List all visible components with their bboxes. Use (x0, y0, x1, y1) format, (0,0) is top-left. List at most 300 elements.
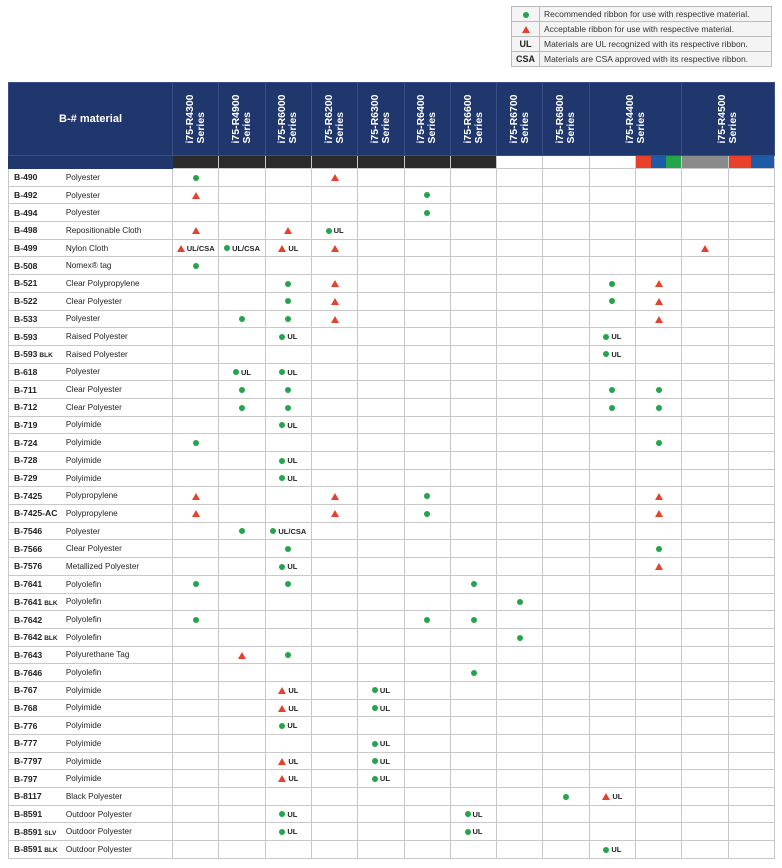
acceptable-triangle-icon (602, 793, 610, 800)
compat-cell (682, 699, 728, 717)
compat-cell (173, 770, 219, 788)
series-header (543, 83, 589, 156)
compat-cell (358, 222, 404, 240)
series-name: i75-R4500 Series (716, 94, 740, 144)
table-row (9, 770, 775, 788)
compat-cell (311, 628, 357, 646)
compat-cell (589, 328, 635, 346)
compat-cell (450, 416, 496, 434)
recommended-dot-icon (279, 564, 285, 570)
compat-cell (589, 434, 635, 452)
material-name: Polyolefin (62, 628, 173, 646)
material-name: Outdoor Polyester (62, 823, 173, 841)
certification-tag: UL (333, 226, 344, 236)
recommended-dot-icon (285, 316, 291, 322)
compat-cell (450, 222, 496, 240)
compat-cell (682, 540, 728, 558)
compat-cell (636, 805, 682, 823)
material-code (9, 575, 62, 593)
acceptable-triangle-icon (331, 298, 339, 305)
material-code (9, 487, 62, 505)
compat-cell (497, 398, 543, 416)
compat-cell (173, 823, 219, 841)
compat-cell (728, 646, 774, 664)
compat-cell (404, 310, 450, 328)
material-code-text: B-7643 (14, 649, 43, 660)
compat-cell (358, 841, 404, 859)
compat-cell (682, 575, 728, 593)
compat-cell (404, 593, 450, 611)
compat-cell (543, 186, 589, 204)
compat-cell (358, 487, 404, 505)
compat-cell (636, 239, 682, 257)
compat-cell (543, 257, 589, 275)
material-name: Outdoor Polyester (62, 805, 173, 823)
recommended-dot-icon (372, 741, 378, 747)
ribbon-color-swatch (450, 156, 496, 169)
compat-cell (311, 841, 357, 859)
acceptable-triangle-icon (655, 493, 663, 500)
acceptable-triangle-icon (278, 758, 286, 765)
compat-cell (173, 204, 219, 222)
compat-cell (682, 646, 728, 664)
compat-cell (728, 628, 774, 646)
acceptable-triangle-icon (192, 510, 200, 517)
table-row (9, 328, 775, 346)
compat-cell (728, 186, 774, 204)
acceptable-triangle-icon (701, 245, 709, 252)
material-code (9, 398, 62, 416)
recommended-dot-icon (285, 387, 291, 393)
compat-cell (728, 681, 774, 699)
compat-cell (173, 611, 219, 629)
compat-cell (728, 257, 774, 275)
legend-symbol (512, 7, 540, 22)
compat-cell (311, 805, 357, 823)
compat-cell (404, 788, 450, 806)
compat-cell (450, 204, 496, 222)
compat-cell (311, 452, 357, 470)
compat-cell (311, 699, 357, 717)
compat-cell (682, 823, 728, 841)
compat-cell (311, 664, 357, 682)
compat-cell (636, 469, 682, 487)
compat-cell (265, 540, 311, 558)
compat-cell (173, 345, 219, 363)
ribbon-color-swatch (219, 156, 265, 169)
compat-cell (543, 292, 589, 310)
compat-cell (589, 540, 635, 558)
compat-cell (497, 310, 543, 328)
table-row (9, 558, 775, 576)
compat-cell (497, 841, 543, 859)
compat-cell (636, 628, 682, 646)
material-name: Black Polyester (62, 788, 173, 806)
compat-cell (311, 717, 357, 735)
compat-cell (358, 398, 404, 416)
certification-tag: UL (288, 703, 299, 713)
compat-cell (404, 841, 450, 859)
material-name: Polyester (62, 169, 173, 187)
compat-cell (358, 735, 404, 753)
compat-cell (311, 558, 357, 576)
compat-cell (589, 505, 635, 523)
compat-cell (682, 452, 728, 470)
compat-cell (497, 239, 543, 257)
material-code-text: B-7646 (14, 667, 43, 678)
recommended-dot-icon (193, 175, 199, 181)
material-name: Outdoor Polyester (62, 841, 173, 859)
recommended-dot-icon (517, 635, 523, 641)
compat-cell (265, 328, 311, 346)
compat-cell (497, 823, 543, 841)
compat-cell (358, 681, 404, 699)
material-name: Polyimide (62, 770, 173, 788)
compat-cell (219, 681, 265, 699)
compat-cell (589, 593, 635, 611)
ribbon-color-swatch-multi (728, 156, 774, 169)
compat-cell (543, 735, 589, 753)
material-name: Polyolefin (62, 593, 173, 611)
compat-cell (265, 257, 311, 275)
compat-cell (682, 222, 728, 240)
compat-cell (358, 788, 404, 806)
recommended-dot-icon (372, 687, 378, 693)
acceptable-triangle-icon (655, 563, 663, 570)
compat-cell (728, 487, 774, 505)
compat-cell (173, 628, 219, 646)
compat-cell (636, 575, 682, 593)
compat-cell (636, 452, 682, 470)
compat-cell (682, 752, 728, 770)
material-name: Polyester (62, 363, 173, 381)
material-name: Polyimide (62, 452, 173, 470)
material-code (9, 292, 62, 310)
compat-cell (543, 398, 589, 416)
recommended-dot-icon (424, 210, 430, 216)
compat-cell (173, 328, 219, 346)
compat-cell (358, 416, 404, 434)
compat-cell (682, 788, 728, 806)
compat-cell (728, 664, 774, 682)
material-name: Polyester (62, 310, 173, 328)
material-code-text: B-767 (14, 685, 38, 696)
compat-cell (173, 664, 219, 682)
certification-tag: UL (612, 792, 623, 802)
compat-cell (450, 469, 496, 487)
compat-cell (497, 752, 543, 770)
material-code (9, 452, 62, 470)
material-column-title: B-# material (9, 83, 173, 156)
compat-cell (219, 646, 265, 664)
compat-cell (358, 257, 404, 275)
compat-cell (450, 328, 496, 346)
compat-cell (265, 487, 311, 505)
compat-cell (265, 204, 311, 222)
material-code (9, 681, 62, 699)
compat-cell (497, 540, 543, 558)
compat-cell (636, 841, 682, 859)
compat-cell (358, 646, 404, 664)
material-code (9, 345, 62, 363)
compat-cell (450, 805, 496, 823)
compat-cell (358, 239, 404, 257)
compat-cell (450, 628, 496, 646)
compat-cell (404, 345, 450, 363)
material-code-text: B-522 (14, 296, 38, 307)
compat-cell (450, 381, 496, 399)
compat-cell (543, 788, 589, 806)
material-code-text: B-712 (14, 402, 38, 413)
certification-tag: UL (379, 756, 390, 766)
compat-cell (173, 239, 219, 257)
table-row (9, 434, 775, 452)
material-name: Polyimide (62, 469, 173, 487)
compat-cell (589, 611, 635, 629)
recommended-dot-icon (285, 546, 291, 552)
compat-cell (682, 841, 728, 859)
table-row (9, 363, 775, 381)
compat-cell (404, 646, 450, 664)
compat-cell (265, 735, 311, 753)
material-code-text: B-7546 (14, 526, 43, 537)
compat-cell (219, 363, 265, 381)
compat-cell (311, 416, 357, 434)
compat-cell (450, 345, 496, 363)
material-code-text: B-492 (14, 190, 38, 201)
compat-cell (682, 292, 728, 310)
recommended-dot-icon (279, 422, 285, 428)
table-row (9, 487, 775, 505)
material-code-text: B-777 (14, 738, 38, 749)
table-row (9, 752, 775, 770)
compat-cell (543, 239, 589, 257)
material-code-text: B-499 (14, 243, 38, 254)
compat-cell (265, 398, 311, 416)
recommended-dot-icon (609, 281, 615, 287)
certification-tag: UL (611, 332, 622, 342)
compat-cell (173, 505, 219, 523)
legend-row (512, 37, 772, 52)
compat-cell (404, 628, 450, 646)
material-code-suffix: BLK (39, 352, 53, 360)
compat-cell (636, 788, 682, 806)
legend-symbol: UL (512, 37, 540, 52)
legend-table (511, 6, 772, 67)
compat-cell (682, 522, 728, 540)
compat-cell (265, 345, 311, 363)
recommended-dot-icon (465, 811, 471, 817)
compat-cell (543, 664, 589, 682)
acceptable-triangle-icon (655, 316, 663, 323)
material-name: Clear Polyester (62, 398, 173, 416)
compat-cell (450, 646, 496, 664)
series-header (497, 83, 543, 156)
compat-cell (265, 699, 311, 717)
series-name: i75-R6800 Series (554, 94, 578, 144)
compat-cell (543, 681, 589, 699)
table-row (9, 204, 775, 222)
compat-cell (311, 275, 357, 293)
compat-cell (682, 434, 728, 452)
table-row (9, 664, 775, 682)
compat-cell (219, 345, 265, 363)
compat-cell (682, 770, 728, 788)
compat-cell (450, 186, 496, 204)
recommended-dot-icon (279, 723, 285, 729)
recommended-dot-icon (424, 192, 430, 198)
recommended-dot-icon (326, 228, 332, 234)
table-row (9, 239, 775, 257)
compat-cell (173, 381, 219, 399)
compat-cell (219, 398, 265, 416)
series-name: i75-R6700 Series (507, 94, 531, 144)
compat-cell (589, 363, 635, 381)
compat-cell (589, 345, 635, 363)
recommended-dot-icon (193, 581, 199, 587)
compat-cell (728, 310, 774, 328)
material-name: Nomex® tag (62, 257, 173, 275)
compat-cell (358, 275, 404, 293)
certification-tag: UL (287, 332, 298, 342)
compat-cell (589, 522, 635, 540)
compat-cell (173, 222, 219, 240)
material-name: Polypropylene (62, 487, 173, 505)
compat-cell (497, 275, 543, 293)
compat-cell (404, 204, 450, 222)
table-row (9, 575, 775, 593)
legend-text: Recommended ribbon for use with respective material. (540, 7, 772, 22)
recommended-dot-icon (609, 405, 615, 411)
compat-cell (543, 593, 589, 611)
compat-cell (404, 505, 450, 523)
compat-cell (219, 717, 265, 735)
series-name: i75-R6200 Series (322, 94, 346, 144)
material-code-text: B-593 (14, 349, 38, 360)
compat-cell (311, 434, 357, 452)
compat-cell (404, 487, 450, 505)
material-code-text: B-768 (14, 702, 38, 713)
table-row (9, 788, 775, 806)
compat-cell (497, 381, 543, 399)
compat-cell (219, 469, 265, 487)
compat-cell (589, 752, 635, 770)
compat-cell (636, 416, 682, 434)
compat-cell (728, 522, 774, 540)
compat-cell (636, 699, 682, 717)
compat-cell (311, 788, 357, 806)
ribbon-color-swatch (589, 156, 635, 169)
recommended-dot-icon (224, 245, 230, 251)
table-row (9, 646, 775, 664)
material-code-text: B-724 (14, 437, 38, 448)
compat-cell (311, 487, 357, 505)
material-name: Clear Polyester (62, 292, 173, 310)
compat-cell (636, 646, 682, 664)
compat-cell (219, 841, 265, 859)
compat-cell (265, 469, 311, 487)
table-row (9, 522, 775, 540)
material-name: Polyolefin (62, 664, 173, 682)
material-code-suffix: BLK (44, 635, 58, 643)
compat-cell (311, 310, 357, 328)
compat-cell (265, 770, 311, 788)
compat-cell (404, 805, 450, 823)
material-name: Clear Polypropylene (62, 275, 173, 293)
compat-cell (358, 575, 404, 593)
certification-tag: UL (241, 367, 252, 377)
acceptable-triangle-icon (331, 510, 339, 517)
acceptable-triangle-icon (331, 245, 339, 252)
material-code-text: B-7642 (14, 632, 43, 643)
compat-cell (311, 398, 357, 416)
compat-cell (265, 275, 311, 293)
compat-cell (358, 717, 404, 735)
material-name: Polyester (62, 522, 173, 540)
compat-cell (265, 222, 311, 240)
compat-cell (682, 363, 728, 381)
table-row (9, 275, 775, 293)
compat-cell (728, 292, 774, 310)
compat-cell (173, 735, 219, 753)
table-row (9, 257, 775, 275)
compat-cell (450, 788, 496, 806)
compat-cell (358, 345, 404, 363)
series-header (358, 83, 404, 156)
compat-cell (589, 841, 635, 859)
compat-cell (682, 664, 728, 682)
material-code-text: B-508 (14, 260, 38, 271)
table-row (9, 381, 775, 399)
material-code (9, 611, 62, 629)
certification-tag: UL (287, 367, 298, 377)
compat-cell (311, 646, 357, 664)
material-code (9, 752, 62, 770)
table-row (9, 505, 775, 523)
material-code-text: B-490 (14, 172, 38, 183)
recommended-dot-icon (424, 511, 430, 517)
series-header (450, 83, 496, 156)
compat-cell (219, 186, 265, 204)
compat-cell (682, 398, 728, 416)
compat-cell (358, 292, 404, 310)
compat-cell (589, 699, 635, 717)
compat-cell (358, 805, 404, 823)
compat-cell (682, 487, 728, 505)
compat-cell (404, 522, 450, 540)
compat-cell (219, 275, 265, 293)
compat-cell (265, 363, 311, 381)
compat-cell (497, 593, 543, 611)
table-row (9, 540, 775, 558)
compat-cell (450, 575, 496, 593)
compat-cell (265, 434, 311, 452)
material-code (9, 841, 62, 859)
material-code-text: B-729 (14, 473, 38, 484)
compat-cell (589, 487, 635, 505)
acceptable-triangle-icon (278, 245, 286, 252)
compat-cell (728, 717, 774, 735)
material-code-text: B-533 (14, 313, 38, 324)
recommended-dot-icon (656, 546, 662, 552)
acceptable-triangle-icon (655, 280, 663, 287)
compat-cell (450, 275, 496, 293)
material-code (9, 416, 62, 434)
compat-cell (265, 681, 311, 699)
table-row (9, 345, 775, 363)
compat-cell (404, 770, 450, 788)
certification-tag: UL (287, 473, 298, 483)
